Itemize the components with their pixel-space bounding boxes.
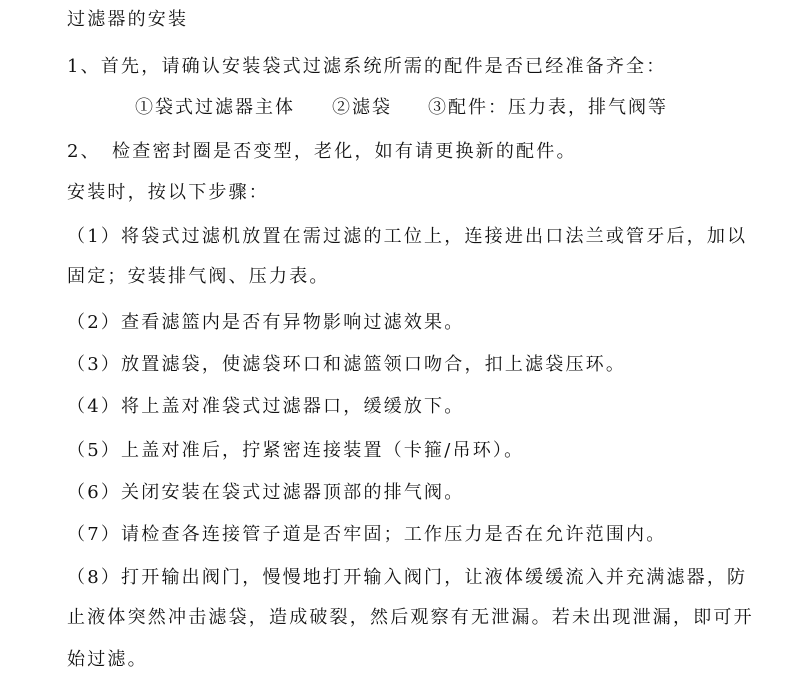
step-7: （7）请检查各连接管子道是否牢固；工作压力是否在允许范围内。	[67, 524, 667, 545]
prep-item-2: 2、 检查密封圈是否变型，老化，如有请更换新的配件。	[67, 141, 577, 162]
step-8-line-1: （8）打开输出阀门，慢慢地打开输入阀门，让液体缓缓流入并充满滤器，防	[67, 567, 748, 588]
step-5: （5）上盖对准后，拧紧密连接装置（卡箍/吊环）。	[67, 440, 525, 461]
steps-heading: 安装时，按以下步骤：	[67, 182, 269, 203]
step-6: （6）关闭安装在袋式过滤器顶部的排气阀。	[67, 482, 465, 503]
part-2: ②滤袋	[332, 97, 392, 118]
step-4: （4）将上盖对准袋式过滤器口，缓缓放下。	[67, 396, 465, 417]
step-2: （2）查看滤篮内是否有异物影响过滤效果。	[67, 312, 465, 333]
step-8-line-2: 止液体突然冲击滤袋，造成破裂，然后观察有无泄漏。若未出现泄漏，即可开	[67, 607, 754, 628]
part-3: ③配件：压力表，排气阀等	[428, 97, 668, 118]
part-1: ①袋式过滤器主体	[135, 97, 295, 118]
document-title: 过滤器的安装	[67, 9, 189, 30]
step-3: （3）放置滤袋，使滤袋环口和滤篮领口吻合，扣上滤袋压环。	[67, 354, 627, 375]
step-8-line-3: 始过滤。	[67, 649, 148, 670]
step-1-line-2: 固定；安装排气阀、压力表。	[67, 266, 330, 287]
prep-item-1: 1、首先，请确认安装袋式过滤系统所需的配件是否已经准备齐全：	[67, 56, 667, 77]
step-1-line-1: （1）将袋式过滤机放置在需过滤的工位上，连接进出口法兰或管牙后，加以	[67, 226, 748, 247]
